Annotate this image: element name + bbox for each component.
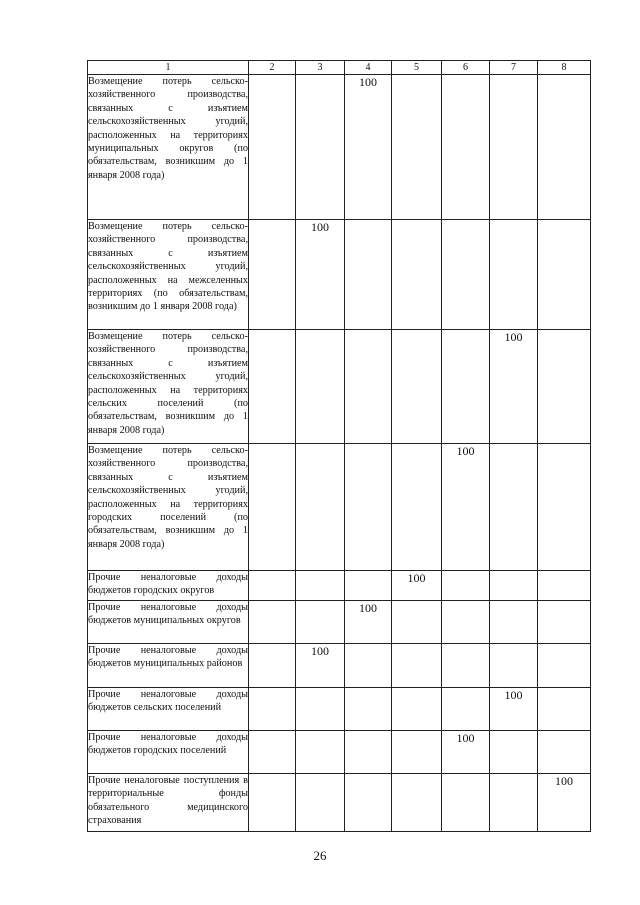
table-row [88, 601, 591, 644]
row-value: 100 [442, 731, 490, 774]
empty-cell [249, 644, 296, 688]
row-description: Возмещение потерь сельскохозяйственного производства, связанных с изъятием сельскохозяйственных угодий, расположенных на межселенных территориях (по обязательствам, возникшим до 1 января 2008 года) [88, 220, 249, 330]
row-value: 100 [490, 688, 538, 731]
empty-cell [296, 688, 345, 731]
header-cell: 1 [88, 61, 249, 75]
empty-cell [296, 330, 345, 444]
empty-cell [538, 220, 591, 330]
header-cell: 7 [490, 61, 538, 75]
empty-cell [249, 444, 296, 571]
empty-cell [345, 220, 392, 330]
empty-cell [392, 601, 442, 644]
empty-cell [249, 330, 296, 444]
empty-cell [392, 774, 442, 832]
header-cell: 2 [249, 61, 296, 75]
header-cell: 3 [296, 61, 345, 75]
row-description: Прочие неналоговые доходы бюджетов городских поселений [88, 731, 249, 774]
empty-cell [249, 571, 296, 601]
empty-cell [538, 571, 591, 601]
empty-cell [490, 731, 538, 774]
empty-cell [538, 601, 591, 644]
row-value: 100 [538, 774, 591, 832]
empty-cell [249, 774, 296, 832]
row-description: Возмещение потерь сельскохозяйственного производства, связанных с изъятием сельскохозяйственных угодий, расположенных на территориях городских поселений (по обязательствам, возникшим до 1 января 2008 года) [88, 444, 249, 571]
empty-cell [249, 731, 296, 774]
page-number: 26 [313, 848, 327, 863]
empty-cell [249, 75, 296, 220]
row-value: 100 [392, 571, 442, 601]
header-cell: 6 [442, 61, 490, 75]
empty-cell [442, 220, 490, 330]
empty-cell [538, 731, 591, 774]
table-row [88, 774, 591, 832]
row-description: Возмещение потерь сельскохозяйственного производства, связанных с изъятием сельскохозяйственных угодий, расположенных на территориях сельских поселений (по обязательствам, возникшим до 1 января 2008 года) [88, 330, 249, 444]
budget-classification-table [87, 60, 591, 832]
row-description: Прочие неналоговые доходы бюджетов муниципальных округов [88, 601, 249, 644]
empty-cell [538, 444, 591, 571]
row-description: Прочие неналоговые доходы бюджетов сельских поселений [88, 688, 249, 731]
empty-cell [490, 220, 538, 330]
row-description: Прочие неналоговые доходы бюджетов городских округов [88, 571, 249, 601]
empty-cell [345, 330, 392, 444]
row-value: 100 [442, 444, 490, 571]
row-description: Прочие неналоговые доходы бюджетов муниципальных районов [88, 644, 249, 688]
row-value: 100 [296, 644, 345, 688]
empty-cell [345, 731, 392, 774]
row-description: Прочие неналоговые поступления в территориальные фонды обязательного медицинского страхования [88, 774, 249, 832]
table-row [88, 644, 591, 688]
empty-cell [442, 75, 490, 220]
empty-cell [442, 571, 490, 601]
empty-cell [442, 601, 490, 644]
empty-cell [249, 688, 296, 731]
empty-cell [249, 601, 296, 644]
empty-cell [392, 444, 442, 571]
empty-cell [490, 774, 538, 832]
empty-cell [392, 330, 442, 444]
header-cell: 8 [538, 61, 591, 75]
empty-cell [345, 444, 392, 571]
table-row [88, 220, 591, 330]
row-value: 100 [490, 330, 538, 444]
empty-cell [490, 444, 538, 571]
empty-cell [442, 688, 490, 731]
empty-cell [345, 774, 392, 832]
empty-cell [442, 774, 490, 832]
empty-cell [490, 644, 538, 688]
empty-cell [392, 731, 442, 774]
empty-cell [345, 644, 392, 688]
row-value: 100 [296, 220, 345, 330]
empty-cell [296, 571, 345, 601]
empty-cell [392, 220, 442, 330]
empty-cell [296, 444, 345, 571]
empty-cell [249, 220, 296, 330]
header-cell: 4 [345, 61, 392, 75]
table-row [88, 688, 591, 731]
header-cell: 5 [392, 61, 442, 75]
empty-cell [538, 644, 591, 688]
empty-cell [490, 75, 538, 220]
table-row [88, 731, 591, 774]
table-header-row [88, 61, 591, 75]
empty-cell [392, 644, 442, 688]
table-row [88, 444, 591, 571]
table-row [88, 571, 591, 601]
empty-cell [538, 75, 591, 220]
row-description: Возмещение потерь сельскохозяйственного производства, связанных с изъятием сельскохозяйственных угодий, расположенных на территориях муниципальных округов (по обязательствам, возникшим до 1 января 2008 года) [88, 75, 249, 220]
empty-cell [296, 774, 345, 832]
empty-cell [296, 601, 345, 644]
empty-cell [345, 571, 392, 601]
empty-cell [392, 75, 442, 220]
empty-cell [538, 330, 591, 444]
table-body [88, 75, 591, 832]
table-row [88, 330, 591, 444]
empty-cell [490, 601, 538, 644]
row-value: 100 [345, 75, 392, 220]
empty-cell [345, 688, 392, 731]
empty-cell [392, 688, 442, 731]
empty-cell [442, 644, 490, 688]
empty-cell [442, 330, 490, 444]
empty-cell [538, 688, 591, 731]
empty-cell [296, 75, 345, 220]
table-row [88, 75, 591, 220]
empty-cell [296, 731, 345, 774]
row-value: 100 [345, 601, 392, 644]
empty-cell [490, 571, 538, 601]
